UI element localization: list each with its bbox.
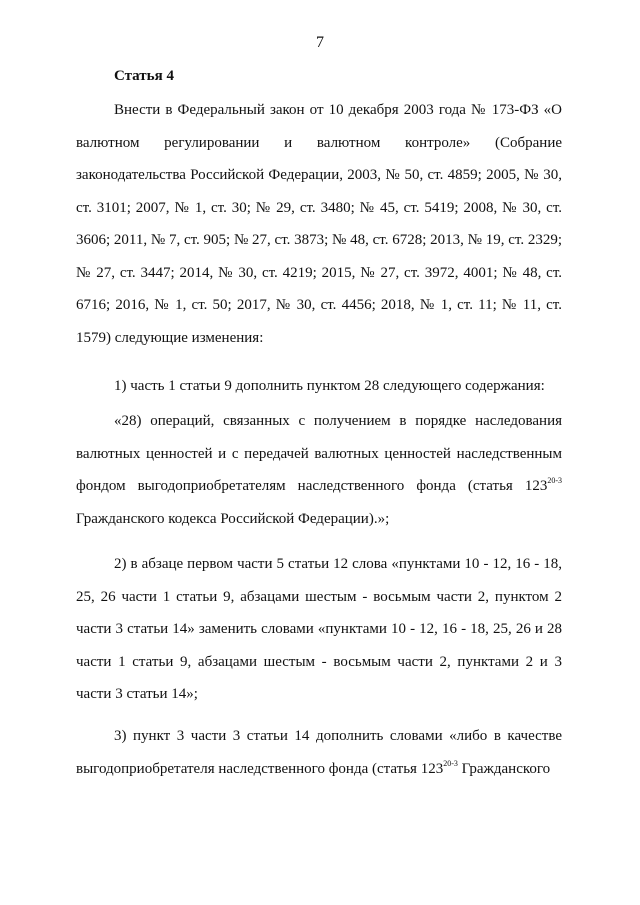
quote-paragraph bbox=[76, 405, 562, 535]
item-3-paragraph bbox=[76, 720, 562, 785]
item-1-paragraph: 1) часть 1 статьи 9 дополнить пунктом 28 следующего содержания: bbox=[114, 378, 545, 394]
quote-text-end: Гражданского кодекса Российской Федерации).»; bbox=[76, 510, 390, 527]
article-title: Статья 4 bbox=[114, 68, 174, 84]
item-2-paragraph: 2) в абзаце первом части 5 статьи 12 слова «пунктами 10 - 12, 16 - 18, 25, 26 части 1 статьи 9, абзацами шестым - восьмым части 2, пунктом 2 части 3 статьи 14» заменить словами «пунктами 10 - 12, 16 - 18, 25, 26 и 28 части 1 статьи 9, абзацами шестым - восьмым части 2, пунктами 2 и 3 части 3 статьи 14»; bbox=[76, 556, 562, 702]
intro-paragraph: Внести в Федеральный закон от 10 декабря 2003 года № 173-ФЗ «О валютном регулировании и валютном контроле» (Собрание законодательства Российской Федерации, 2003, № 50, ст. 4859; 2005, № 30, ст. 3101; 2007, № 1, ст. 30; № 29, ст. 3480; № 45, ст. 5419; 2008, № 30, ст. 3606; 2011, № 7, ст. 905; № 27, ст. 3873; № 48, ст. 6728; 2013, № 19, ст. 2329; № 27, ст. 3447; 2014, № 30, ст. 4219; 2015, № 27, ст. 3972, 4001; № 48, ст. 6716; 2016, № 1, ст. 50; 2017, № 30, ст. 4456; 2018, № 1, ст. 11; № 11, ст. 1579) следующие изменения: bbox=[76, 102, 562, 346]
article-superscript: 20-3 bbox=[547, 476, 562, 485]
quote-text: «28) операций, связанных с получением в порядке наследования валютных ценностей и с передачей валютных ценностей наследственным фондом выгодоприобретателям наследственного фонда (статья 123 bbox=[76, 413, 562, 494]
item-3-text: 3) пункт 3 части 3 статьи 14 дополнить словами «либо в качестве выгодоприобретателя наследственного фонда (статья 123 bbox=[76, 728, 562, 777]
page-number: 7 bbox=[316, 34, 324, 51]
item-3-text-end: Гражданского bbox=[457, 760, 551, 777]
article-superscript: 20-3 bbox=[443, 758, 458, 768]
